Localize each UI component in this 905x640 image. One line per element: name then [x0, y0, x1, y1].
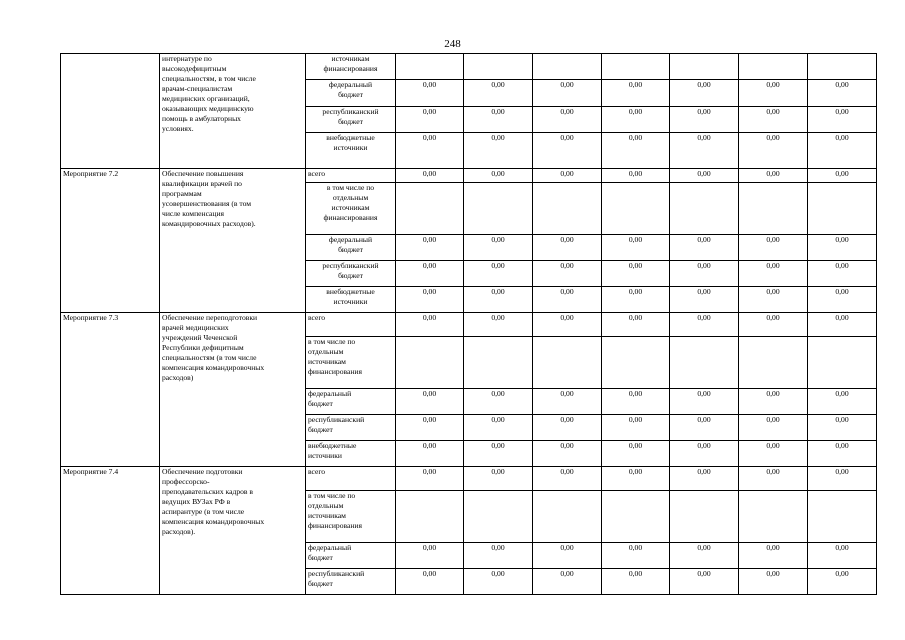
funding-source-line: источники — [333, 143, 368, 152]
value-cell: 0,00 — [602, 287, 670, 313]
funding-source — [306, 337, 396, 389]
value-cell: 0,00 — [396, 169, 464, 183]
measure-description-line: компенсация командировочных — [162, 363, 265, 372]
funding-source-line: финансирования — [323, 213, 378, 222]
funding-source-line: бюджет — [308, 399, 333, 408]
funding-source-line: источникам — [308, 357, 346, 366]
value-cell: 0,00 — [739, 287, 808, 313]
funding-source — [306, 415, 396, 441]
funding-source-line: отдельным — [308, 501, 344, 510]
value-cell — [808, 183, 877, 235]
value-cell — [396, 337, 464, 389]
value-cell: 0,00 — [808, 107, 877, 133]
value-cell: 0,00 — [670, 569, 739, 595]
measure-description-line: специальностям, в том числе — [162, 74, 256, 83]
value-cell — [602, 337, 670, 389]
funding-source — [306, 133, 396, 169]
value-cell: 0,00 — [533, 133, 602, 169]
measure-description-line: числе компенсация — [162, 209, 225, 218]
value-cell: 0,00 — [464, 287, 533, 313]
measure-description-line: усовершенствования (в том — [162, 199, 252, 208]
funding-source-line: источникам — [331, 203, 370, 212]
value-cell: 0,00 — [739, 261, 808, 287]
funding-source-line: внебюджетные — [308, 441, 357, 450]
funding-source — [306, 261, 396, 287]
value-cell: 0,00 — [396, 389, 464, 415]
measure-name: Мероприятие 7.4 — [61, 467, 160, 595]
funding-source-line: федеральный — [328, 80, 373, 89]
value-cell: 0,00 — [464, 415, 533, 441]
funding-source-line: бюджет — [338, 271, 363, 280]
funding-source-line: отдельным — [332, 193, 369, 202]
measure-description-line: профессорско- — [162, 477, 210, 486]
funding-source — [306, 107, 396, 133]
value-cell — [808, 54, 877, 80]
value-cell: 0,00 — [464, 467, 533, 491]
value-cell: 0,00 — [533, 169, 602, 183]
value-cell — [808, 491, 877, 543]
value-cell: 0,00 — [670, 467, 739, 491]
value-cell: 0,00 — [739, 235, 808, 261]
value-cell: 0,00 — [602, 235, 670, 261]
funding-source-line: источники — [308, 451, 342, 460]
value-cell: 0,00 — [396, 569, 464, 595]
funding-source-line: финансирования — [323, 64, 378, 73]
value-cell — [396, 54, 464, 80]
value-cell: 0,00 — [670, 441, 739, 467]
value-cell: 0,00 — [739, 543, 808, 569]
value-cell: 0,00 — [808, 80, 877, 107]
value-cell — [533, 183, 602, 235]
measure-description-line: расходов). — [162, 527, 196, 536]
funding-source-line: бюджет — [308, 425, 333, 434]
funding-source-line: внебюджетные — [326, 133, 375, 142]
value-cell: 0,00 — [533, 441, 602, 467]
measure-description-line: Обеспечение подготовки — [162, 467, 243, 476]
funding-source-line: источники — [333, 297, 368, 306]
funding-source — [306, 287, 396, 313]
value-cell: 0,00 — [670, 80, 739, 107]
funding-source-line: бюджет — [308, 579, 333, 588]
funding-source-line: всего — [308, 313, 326, 322]
funding-source — [306, 543, 396, 569]
value-cell: 0,00 — [739, 415, 808, 441]
value-cell — [533, 491, 602, 543]
value-cell: 0,00 — [670, 415, 739, 441]
value-cell — [396, 491, 464, 543]
value-cell: 0,00 — [602, 441, 670, 467]
value-cell — [739, 337, 808, 389]
measure-description-line: медицинских организаций, — [162, 94, 250, 103]
value-cell: 0,00 — [533, 261, 602, 287]
funding-source-line: финансирования — [308, 521, 362, 530]
value-cell: 0,00 — [808, 569, 877, 595]
funding-table — [60, 53, 877, 595]
value-cell: 0,00 — [533, 543, 602, 569]
measure-name: Мероприятие 7.2 — [61, 169, 160, 313]
value-cell: 0,00 — [670, 313, 739, 337]
measure-description-line: врачей медицинских — [162, 323, 229, 332]
measure-description — [160, 169, 306, 313]
measure-description-line: учреждений Чеченской — [162, 333, 238, 342]
measure-description — [160, 313, 306, 467]
value-cell: 0,00 — [808, 467, 877, 491]
value-cell — [533, 337, 602, 389]
value-cell: 0,00 — [533, 107, 602, 133]
value-cell: 0,00 — [533, 389, 602, 415]
funding-source — [306, 389, 396, 415]
value-cell: 0,00 — [808, 415, 877, 441]
funding-source-line: внебюджетные — [326, 287, 375, 296]
value-cell: 0,00 — [602, 543, 670, 569]
value-cell: 0,00 — [396, 235, 464, 261]
value-cell — [670, 54, 739, 80]
value-cell: 0,00 — [464, 569, 533, 595]
funding-source — [306, 569, 396, 595]
value-cell: 0,00 — [602, 389, 670, 415]
funding-source — [306, 54, 396, 80]
value-cell: 0,00 — [670, 235, 739, 261]
value-cell: 0,00 — [670, 389, 739, 415]
value-cell: 0,00 — [533, 415, 602, 441]
value-cell: 0,00 — [739, 467, 808, 491]
measure-description-line: компенсация командировочных — [162, 517, 265, 526]
value-cell: 0,00 — [396, 80, 464, 107]
value-cell: 0,00 — [464, 261, 533, 287]
value-cell: 0,00 — [739, 107, 808, 133]
value-cell: 0,00 — [464, 80, 533, 107]
value-cell: 0,00 — [808, 389, 877, 415]
value-cell: 0,00 — [396, 313, 464, 337]
value-cell — [464, 337, 533, 389]
measure-description-line: условиях. — [162, 124, 194, 133]
value-cell: 0,00 — [464, 441, 533, 467]
value-cell: 0,00 — [533, 235, 602, 261]
funding-source-line: бюджет — [338, 117, 363, 126]
measure-description-line: интернатуре по — [162, 54, 212, 63]
value-cell: 0,00 — [396, 441, 464, 467]
value-cell: 0,00 — [808, 169, 877, 183]
value-cell: 0,00 — [396, 415, 464, 441]
funding-source-line: в том числе по — [308, 337, 356, 346]
value-cell — [533, 54, 602, 80]
value-cell — [602, 491, 670, 543]
value-cell: 0,00 — [396, 467, 464, 491]
value-cell: 0,00 — [670, 261, 739, 287]
value-cell: 0,00 — [464, 169, 533, 183]
funding-source-line: республиканский — [322, 107, 379, 116]
value-cell — [464, 54, 533, 80]
funding-source-line: федеральный — [308, 389, 352, 398]
value-cell — [739, 54, 808, 80]
funding-source — [306, 467, 396, 491]
value-cell: 0,00 — [808, 543, 877, 569]
measure-description-line: аспирантуре (в том числе — [162, 507, 245, 516]
value-cell: 0,00 — [533, 467, 602, 491]
value-cell: 0,00 — [396, 543, 464, 569]
value-cell: 0,00 — [464, 313, 533, 337]
measure-description — [160, 467, 306, 595]
measure-description — [160, 54, 306, 169]
measure-description-line: командировочных расходов). — [162, 219, 256, 228]
value-cell: 0,00 — [396, 287, 464, 313]
funding-source — [306, 235, 396, 261]
funding-source-line: федеральный — [328, 235, 373, 244]
funding-source — [306, 313, 396, 337]
value-cell: 0,00 — [739, 169, 808, 183]
value-cell: 0,00 — [464, 543, 533, 569]
value-cell — [464, 491, 533, 543]
value-cell — [739, 183, 808, 235]
funding-source-line: в том числе по — [326, 183, 375, 192]
funding-source — [306, 491, 396, 543]
page-number: 248 — [444, 38, 461, 50]
value-cell: 0,00 — [533, 287, 602, 313]
value-cell: 0,00 — [739, 80, 808, 107]
measure-name — [61, 54, 160, 169]
funding-source-line: республиканский — [308, 569, 365, 578]
value-cell — [602, 183, 670, 235]
value-cell: 0,00 — [670, 543, 739, 569]
measure-description-line: высокодефицитным — [162, 64, 227, 73]
value-cell: 0,00 — [739, 313, 808, 337]
funding-source-line: всего — [308, 169, 326, 178]
value-cell — [739, 491, 808, 543]
measure-description-line: помощь в амбулаторных — [162, 114, 241, 123]
measure-description-line: квалификации врачей по — [162, 179, 242, 188]
measure-description-line: Обеспечение повышения — [162, 169, 244, 178]
funding-source-line: республиканский — [322, 261, 379, 270]
funding-source — [306, 441, 396, 467]
measure-description-line: расходов) — [162, 373, 194, 382]
value-cell: 0,00 — [739, 441, 808, 467]
value-cell: 0,00 — [464, 133, 533, 169]
funding-source — [306, 183, 396, 235]
measure-description-line: программам — [162, 189, 202, 198]
value-cell: 0,00 — [808, 313, 877, 337]
value-cell — [670, 183, 739, 235]
measure-description-line: врачам-специалистам — [162, 84, 233, 93]
value-cell: 0,00 — [670, 133, 739, 169]
value-cell: 0,00 — [808, 261, 877, 287]
value-cell: 0,00 — [602, 313, 670, 337]
funding-source-line: бюджет — [308, 553, 333, 562]
value-cell: 0,00 — [464, 389, 533, 415]
value-cell: 0,00 — [533, 80, 602, 107]
value-cell: 0,00 — [396, 107, 464, 133]
value-cell — [808, 337, 877, 389]
funding-source-line: в том числе по — [308, 491, 356, 500]
value-cell: 0,00 — [670, 287, 739, 313]
value-cell: 0,00 — [602, 261, 670, 287]
value-cell: 0,00 — [602, 133, 670, 169]
value-cell — [602, 54, 670, 80]
funding-source-line: отдельным — [308, 347, 344, 356]
funding-source-line: бюджет — [338, 245, 363, 254]
funding-source — [306, 169, 396, 183]
value-cell: 0,00 — [670, 107, 739, 133]
value-cell — [396, 183, 464, 235]
value-cell: 0,00 — [808, 287, 877, 313]
value-cell: 0,00 — [602, 169, 670, 183]
measure-description-line: Республики дефицитным — [162, 343, 244, 352]
measure-description-line: Обеспечение переподготовки — [162, 313, 258, 322]
value-cell: 0,00 — [739, 133, 808, 169]
measure-description-line: специальностям (в том числе — [162, 353, 257, 362]
table-row — [61, 467, 877, 491]
value-cell: 0,00 — [533, 313, 602, 337]
value-cell: 0,00 — [464, 107, 533, 133]
funding-source-line: бюджет — [338, 90, 363, 99]
value-cell: 0,00 — [739, 569, 808, 595]
value-cell — [670, 337, 739, 389]
value-cell: 0,00 — [808, 235, 877, 261]
measure-description-line: оказывающих медицинскую — [162, 104, 254, 113]
value-cell: 0,00 — [602, 80, 670, 107]
value-cell: 0,00 — [602, 107, 670, 133]
value-cell — [464, 183, 533, 235]
value-cell: 0,00 — [396, 261, 464, 287]
value-cell: 0,00 — [464, 235, 533, 261]
measure-description-line: преподавательских кадров в — [162, 487, 253, 496]
value-cell: 0,00 — [602, 569, 670, 595]
value-cell: 0,00 — [808, 133, 877, 169]
value-cell: 0,00 — [602, 415, 670, 441]
value-cell — [670, 491, 739, 543]
funding-source-line: источникам — [308, 511, 346, 520]
funding-source-line: всего — [308, 467, 326, 476]
funding-source-line: федеральный — [308, 543, 352, 552]
value-cell: 0,00 — [739, 389, 808, 415]
table-row — [61, 169, 877, 183]
funding-source-line: источникам — [331, 54, 370, 63]
funding-source-line: финансирования — [308, 367, 362, 376]
funding-source — [306, 80, 396, 107]
value-cell: 0,00 — [602, 467, 670, 491]
value-cell: 0,00 — [808, 441, 877, 467]
measure-name: Мероприятие 7.3 — [61, 313, 160, 467]
measure-description-line: ведущих ВУЗах РФ в — [162, 497, 231, 506]
value-cell: 0,00 — [533, 569, 602, 595]
table-row — [61, 313, 877, 337]
value-cell: 0,00 — [670, 169, 739, 183]
table-row — [61, 54, 877, 80]
funding-source-line: республиканский — [308, 415, 365, 424]
value-cell: 0,00 — [396, 133, 464, 169]
